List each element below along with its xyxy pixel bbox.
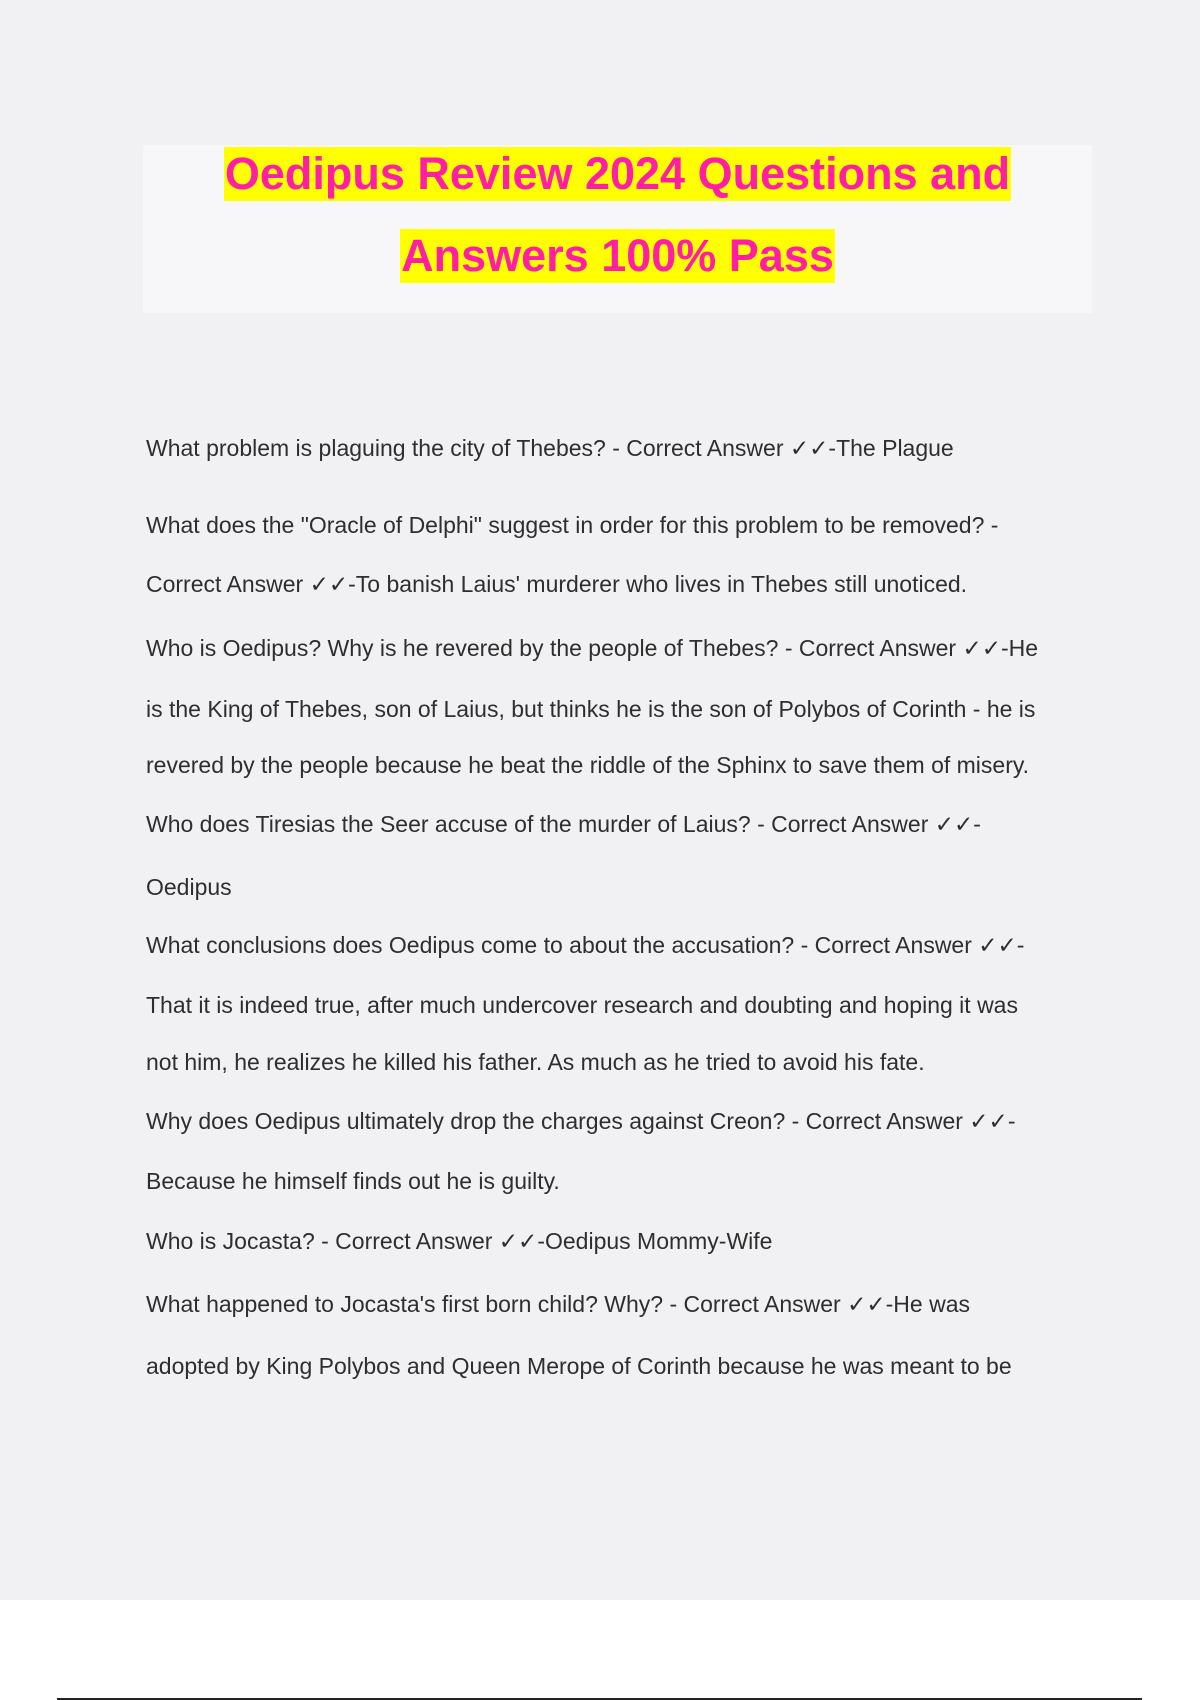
body-line: Who is Oedipus? Why is he revered by the people of Thebes? - Correct Answer ✓✓-He xyxy=(146,635,1039,661)
body-line: Oedipus xyxy=(146,874,232,900)
body-line: adopted by King Polybos and Queen Merope of Corinth because he was meant to be xyxy=(146,1353,1012,1379)
body-line: What happened to Jocasta's first born child? Why? - Correct Answer ✓✓-He was xyxy=(146,1291,970,1317)
title-line-2: Answers 100% Pass xyxy=(401,230,834,281)
body-line: What conclusions does Oedipus come to about the accusation? - Correct Answer ✓✓- xyxy=(146,932,1025,958)
body-line: What problem is plaguing the city of Thebes? - Correct Answer ✓✓-The Plague xyxy=(146,435,954,461)
body-line: What does the "Oracle of Delphi" suggest in order for this problem to be removed? - xyxy=(146,512,999,538)
title-line-1: Oedipus Review 2024 Questions and xyxy=(224,148,1011,199)
body-line: Because he himself finds out he is guilty. xyxy=(146,1168,560,1194)
body-line: not him, he realizes he killed his father. As much as he tried to avoid his fate. xyxy=(146,1049,925,1075)
body-line: That it is indeed true, after much undercover research and doubting and hoping it was xyxy=(146,992,1018,1018)
body-line: revered by the people because he beat the riddle of the Sphinx to save them of misery. xyxy=(146,752,1030,778)
body-line: Who is Jocasta? - Correct Answer ✓✓-Oedipus Mommy-Wife xyxy=(146,1228,773,1254)
body-line: is the King of Thebes, son of Laius, but thinks he is the son of Polybos of Corinth - he is xyxy=(146,696,1036,722)
title-block xyxy=(143,145,1092,313)
body-line: Why does Oedipus ultimately drop the charges against Creon? - Correct Answer ✓✓- xyxy=(146,1108,1016,1134)
body-line: Correct Answer ✓✓-To banish Laius' murderer who lives in Thebes still unoticed. xyxy=(146,571,968,597)
body-line: Who does Tiresias the Seer accuse of the murder of Laius? - Correct Answer ✓✓- xyxy=(146,811,981,837)
